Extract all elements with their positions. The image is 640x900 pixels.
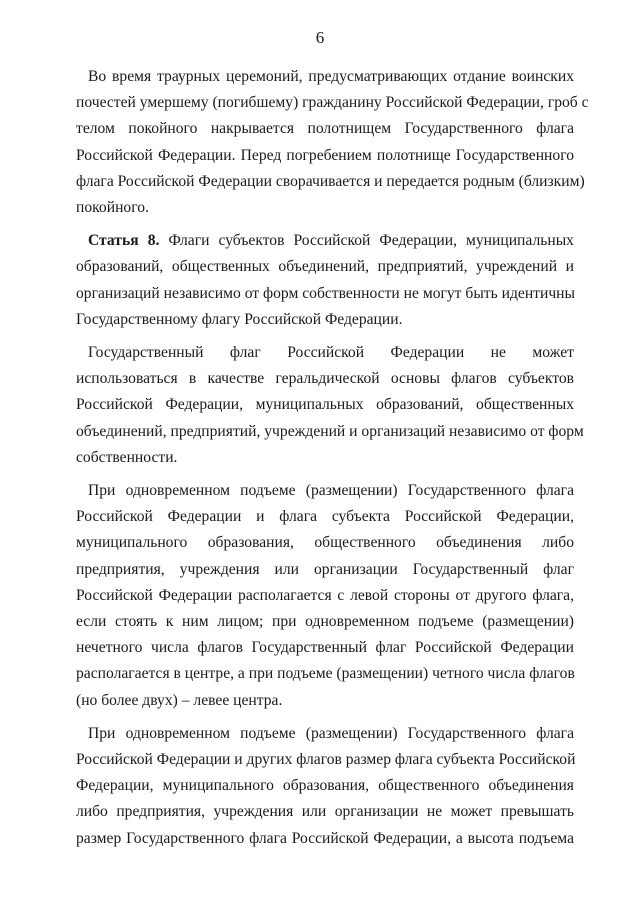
article-heading: Статья 8. <box>88 232 160 250</box>
text-line: Российской Федерации и флага субъекта Российской Федерации, <box>76 508 574 526</box>
text-line: использоваться в качестве геральдической основы флагов субъектов <box>76 370 574 388</box>
document-body <box>76 64 589 852</box>
paragraph-article-8 <box>76 228 576 333</box>
text-line: организаций независимо от форм собственности не могут быть идентичны <box>76 284 576 302</box>
paragraph-1 <box>76 64 589 221</box>
text-fragment: Флаги субъектов Российской Федерации, муниципальных <box>168 232 574 250</box>
text-line: покойного. <box>76 199 149 217</box>
text-line: При одновременном подъеме (размещении) Государственного флага <box>88 724 574 742</box>
text-line: образований, общественных объединений, предприятий, учреждений и <box>76 258 574 276</box>
text-line: Российской Федерации. Перед погребением полотнище Государственного <box>76 146 574 164</box>
text-line: Российской Федерации, муниципальных образований, общественных <box>76 396 574 414</box>
text-line: флага Российской Федерации сворачивается и передается родным (близким) <box>76 172 585 190</box>
text-line: Государственному флагу Российской Федерации. <box>76 310 403 328</box>
text-line: (но более двух) – левее центра. <box>76 691 283 709</box>
text-line: Российской Федерации располагается с левой стороны от другого флага, <box>76 586 574 604</box>
text-line: нечетного числа флагов Государственный флаг Российской Федерации <box>76 639 574 657</box>
paragraph-3 <box>76 340 584 471</box>
text-line-with-heading <box>88 228 574 254</box>
text-line: Российской Федерации и других флагов размер флага субъекта Российской <box>76 751 576 769</box>
text-line: Во время траурных церемоний, предусматривающих отдание воинских <box>88 68 574 85</box>
text-line: телом покойного накрывается полотнищем Государственного флага <box>76 120 574 138</box>
text-line: Государственный флаг Российской Федерации не может <box>88 344 574 362</box>
text-line: Федерации, муниципального образования, общественного объединения <box>76 777 574 795</box>
paragraph-4 <box>76 478 575 714</box>
text-line: предприятия, учреждения или организации Государственный флаг <box>76 560 574 578</box>
paragraph-5 <box>76 721 576 852</box>
text-line: муниципального образования, общественного объединения либо <box>76 534 574 552</box>
text-line: При одновременном подъеме (размещении) Государственного флага <box>88 482 574 500</box>
text-line: объединений, предприятий, учреждений и организаций независимо от форм <box>76 422 584 440</box>
text-line: либо предприятия, учреждения или организации не может превышать <box>76 803 574 821</box>
text-line: размер Государственного флага Российской Федерации, а высота подъема <box>76 829 574 847</box>
text-line: располагается в центре, а при подъеме (размещении) четного числа флагов <box>76 665 575 683</box>
text-line: собственности. <box>76 448 178 466</box>
page-number: 6 <box>315 28 325 47</box>
text-line: почестей умершему (погибшему) гражданину Российской Федерации, гроб с <box>76 94 589 112</box>
text-line: если стоять к ним лицом; при одновременном подъеме (размещении) <box>76 613 574 631</box>
